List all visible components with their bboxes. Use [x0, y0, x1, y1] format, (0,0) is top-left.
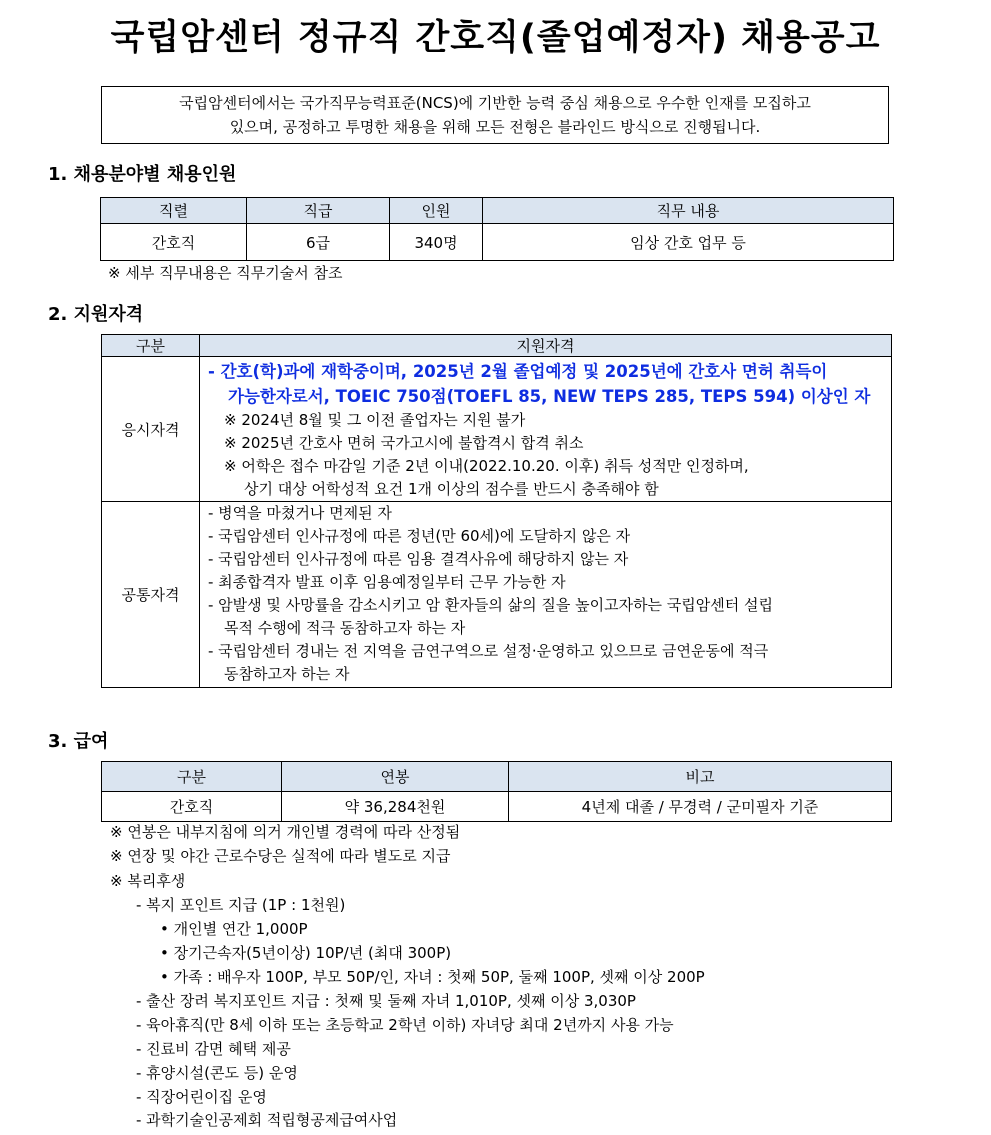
qualification-table: [101, 334, 892, 688]
common-line-1: - 병역을 마쳤거나 면제된 자: [208, 504, 392, 522]
common-label: 공통자격: [102, 502, 200, 688]
header-annual-salary: 연봉: [282, 762, 509, 792]
header-duty: 직무 내용: [483, 198, 894, 224]
salary-table: [101, 761, 892, 822]
header-category: 구분: [102, 335, 200, 357]
benefit-8: - 휴양시설(콘도 등) 운영: [136, 1064, 298, 1082]
header-count: 인원: [390, 198, 483, 224]
apply-highlight-2: 가능한자로서, TOEIC 750점(TOEFL 85, NEW TEPS 285, TEPS 594) 이상인 자: [228, 387, 871, 406]
common-line-3: - 국립암센터 인사규정에 따른 임용 결격사유에 해당하지 않는 자: [208, 550, 629, 568]
benefit-5: - 출산 장려 복지포인트 지급 : 첫째 및 둘째 자녀 1,010P, 셋째 이상 3,030P: [136, 992, 636, 1010]
salary-note-1: ※ 연봉은 내부지침에 의거 개인별 경력에 따라 산정됨: [110, 823, 461, 841]
common-line-4: - 최종합격자 발표 이후 임용예정일부터 근무 가능한 자: [208, 573, 566, 591]
benefit-1: - 복지 포인트 지급 (1P : 1천원): [136, 896, 346, 914]
common-line-2: - 국립암센터 인사규정에 따른 정년(만 60세)에 도달하지 않은 자: [208, 527, 631, 545]
apply-label: 응시자격: [102, 357, 200, 502]
section3-heading: 3. 급여: [48, 731, 109, 752]
cell-series: 간호직: [101, 224, 247, 261]
header-salary-category: 구분: [102, 762, 282, 792]
benefit-4: • 가족 : 배우자 100P, 부모 50P/인, 자녀 : 첫째 50P, 둘째 100P, 셋째 이상 200P: [160, 968, 705, 986]
benefit-6: - 육아휴직(만 8세 이하 또는 초등학교 2학년 이하) 자녀당 최대 2년까지 사용 가능: [136, 1016, 674, 1034]
cell-grade: 6급: [247, 224, 390, 261]
benefit-2: • 개인별 연간 1,000P: [160, 920, 308, 938]
benefit-9: - 직장어린이집 운영: [136, 1088, 267, 1106]
intro-line-2: 있으며, 공정하고 투명한 채용을 위해 모든 전형은 블라인드 방식으로 진행됩니다.: [229, 118, 761, 136]
apply-content: [200, 357, 892, 502]
apply-note-3: ※ 어학은 접수 마감일 기준 2년 이내(2022.10.20. 이후) 취득 성적만 인정하며,: [224, 457, 749, 475]
common-line-8: 동참하고자 하는 자: [224, 665, 350, 683]
intro-line-1: 국립암센터에서는 국가직무능력표준(NCS)에 기반한 능력 중심 채용으로 우수한 인재를 모집하고: [179, 94, 811, 112]
header-grade: 직급: [247, 198, 390, 224]
cell-annual-salary: 약 36,284천원: [282, 792, 509, 822]
benefit-7: - 진료비 감면 혜택 제공: [136, 1040, 291, 1058]
cell-count: 340명: [390, 224, 483, 261]
page-title: 국립암센터 정규직 간호직(졸업예정자) 채용공고: [110, 18, 881, 58]
cell-duty: 임상 간호 업무 등: [483, 224, 894, 261]
benefit-3: • 장기근속자(5년이상) 10P/년 (최대 300P): [160, 944, 452, 962]
apply-highlight-1: - 간호(학)과에 재학중이며, 2025년 2월 졸업예정 및 2025년에 간호사 면허 취득이: [208, 362, 828, 381]
header-series: 직렬: [101, 198, 247, 224]
common-line-7: - 국립암센터 경내는 전 지역을 금연구역으로 설정·운영하고 있으므로 금연운동에 적극: [208, 642, 769, 660]
section2-heading: 2. 지원자격: [48, 304, 144, 325]
apply-note-2: ※ 2025년 간호사 면허 국가고시에 불합격시 합격 취소: [224, 434, 584, 452]
common-line-5: - 암발생 및 사망률을 감소시키고 암 환자들의 삶의 질을 높이고자하는 국립암센터 설립: [208, 596, 774, 614]
section1-heading: 1. 채용분야별 채용인원: [48, 164, 237, 185]
header-remarks: 비고: [509, 762, 892, 792]
apply-note-4: 상기 대상 어학성적 요건 1개 이상의 점수를 반드시 충족해야 함: [244, 480, 659, 498]
header-qualification: 지원자격: [200, 335, 892, 357]
benefit-10: - 과학기술인공제회 적립형공제급여사업: [136, 1111, 398, 1129]
salary-note-3: ※ 복리후생: [110, 872, 186, 890]
salary-note-2: ※ 연장 및 야간 근로수당은 실적에 따라 별도로 지급: [110, 847, 451, 865]
cell-salary-category: 간호직: [102, 792, 282, 822]
staffing-table: [100, 197, 894, 261]
cell-remarks: 4년제 대졸 / 무경력 / 군미필자 기준: [509, 792, 892, 822]
common-content: [200, 502, 892, 688]
section1-note: ※ 세부 직무내용은 직무기술서 참조: [108, 264, 343, 282]
intro-box: [101, 86, 889, 144]
common-line-6: 목적 수행에 적극 동참하고자 하는 자: [224, 619, 466, 637]
apply-note-1: ※ 2024년 8월 및 그 이전 졸업자는 지원 불가: [224, 411, 526, 429]
